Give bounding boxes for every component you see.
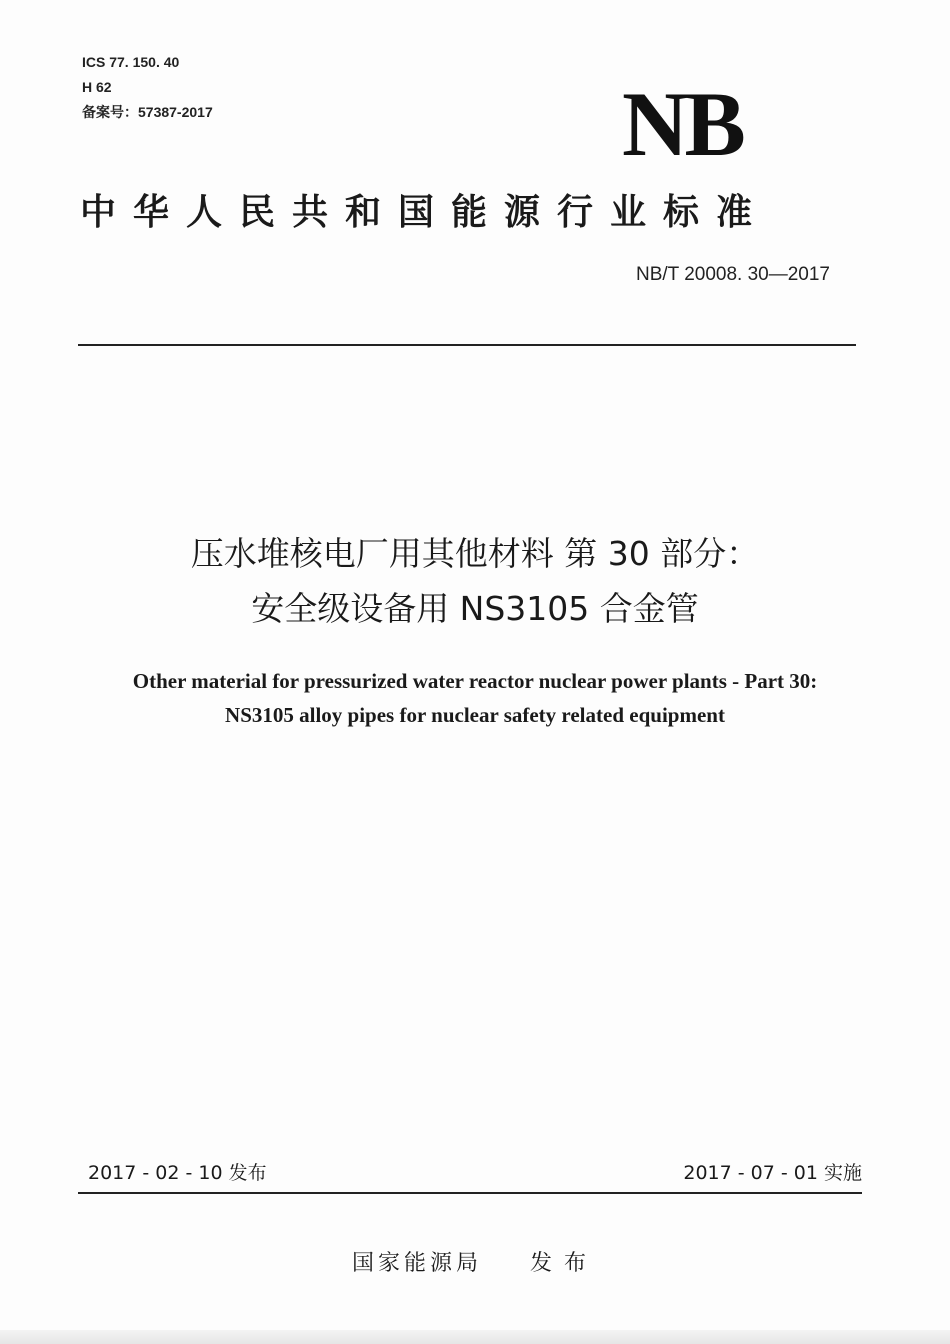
chinese-title-line-2: 安全级设备用 NS3105 合金管	[251, 589, 699, 628]
publisher-organization: 国家能源局	[351, 1251, 482, 1276]
chinese-title-line-1: 压水堆核电厂用其他材料 第 30 部分：	[190, 534, 760, 573]
publisher-line	[0, 1248, 950, 1280]
english-title	[0, 664, 950, 732]
chinese-title	[0, 526, 950, 636]
issue-date: 2017 - 02 - 10 发布	[88, 1162, 267, 1184]
english-title-line-2: NS3105 alloy pipes for nuclear safety related equipment	[225, 703, 725, 727]
english-title-line-1: Other material for pressurized water reactor nuclear power plants - Part 30:	[132, 669, 818, 693]
implementation-date: 2017 - 07 - 01 实施	[683, 1162, 862, 1184]
scan-bottom-edge	[0, 1330, 950, 1344]
classification-block	[82, 50, 213, 125]
record-number: 备案号：57387-2017	[82, 104, 213, 120]
header-divider	[78, 344, 856, 346]
industry-standard-title: 中华人民共和国能源行业标准	[80, 192, 770, 233]
nb-logo: NB	[622, 73, 742, 175]
publisher-action: 发布	[530, 1251, 599, 1276]
standard-number: NB/T 20008. 30—2017	[635, 264, 830, 285]
date-row	[84, 1158, 862, 1188]
ccs-code: H 62	[82, 79, 112, 95]
date-divider	[78, 1192, 862, 1194]
ics-code: ICS 77. 150. 40	[82, 54, 180, 70]
